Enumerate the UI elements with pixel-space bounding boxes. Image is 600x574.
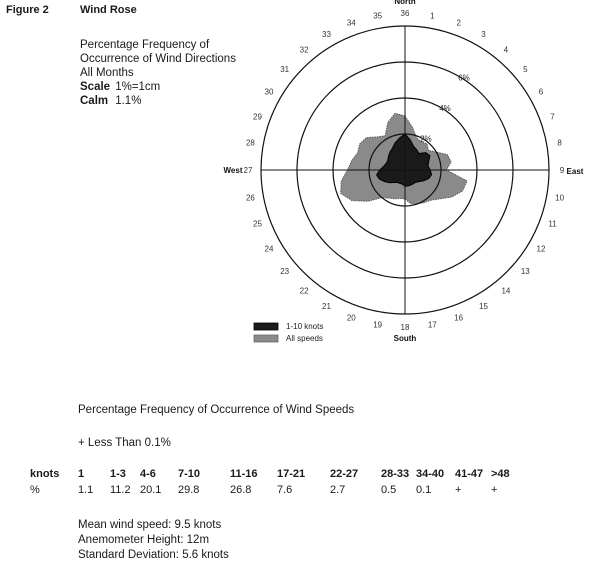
direction-label: 15 [479, 302, 488, 311]
percent-cell: 7.6 [277, 484, 293, 496]
knots-cell: 11-16 [230, 468, 258, 480]
knots-header-label: knots [30, 468, 60, 480]
direction-label: 1 [430, 11, 435, 21]
direction-label: 17 [427, 320, 437, 330]
mean-wind-speed: Mean wind speed: 9.5 knots [78, 519, 222, 531]
west-label: West [223, 166, 243, 175]
knots-cell: 34-40 [416, 468, 445, 480]
direction-label: 31 [280, 65, 290, 75]
direction-label: 29 [253, 112, 262, 122]
direction-label: 23 [280, 266, 290, 276]
knots-cell: 4-6 [140, 468, 156, 480]
scale-label: Scale [80, 81, 111, 93]
calm-value: 1.1% [115, 95, 142, 107]
direction-label: 20 [346, 313, 356, 323]
direction-label: 12 [536, 244, 546, 254]
percent-cell: 26.8 [230, 484, 252, 496]
ring-label: 4% [439, 103, 451, 113]
knots-cell: 7-10 [178, 468, 201, 480]
direction-label: 27 [243, 166, 253, 175]
direction-label: 28 [245, 138, 255, 148]
wind-stats [78, 518, 229, 563]
direction-label: 22 [299, 286, 309, 296]
scale-value: 1%=1cm [115, 81, 161, 93]
description-line: All Months [80, 67, 134, 79]
south-label: South [393, 334, 417, 343]
direction-label: 4 [503, 45, 509, 55]
direction-label: 26 [245, 193, 255, 203]
direction-label: 30 [264, 87, 274, 97]
direction-label: 36 [400, 9, 410, 18]
direction-label: 5 [523, 65, 528, 75]
direction-label: 3 [481, 30, 486, 39]
figure-title: Wind Rose [80, 4, 137, 16]
direction-label: 16 [454, 313, 464, 323]
calm-label: Calm [80, 95, 109, 107]
description-line: Percentage Frequency of [80, 39, 210, 51]
direction-label: 35 [373, 11, 383, 21]
ring-label: 2% [420, 134, 432, 144]
direction-label: 33 [322, 30, 331, 39]
direction-label: 14 [501, 286, 511, 296]
speeds-title: Percentage Frequency of Occurrence of Wind Speeds [78, 404, 355, 416]
percent-cell: 2.7 [330, 484, 346, 496]
percent-cell: 11.2 [110, 484, 131, 496]
direction-label: 11 [548, 219, 557, 229]
direction-label: 19 [373, 320, 383, 330]
percent-cell: 29.8 [178, 484, 200, 496]
direction-label: 13 [520, 266, 530, 276]
description-line: Occurrence of Wind Directions [80, 53, 236, 65]
direction-label: 9 [559, 166, 565, 175]
percent-cell: + [491, 484, 498, 496]
direction-label: 18 [400, 323, 410, 332]
legend-label: All speeds [286, 334, 323, 343]
knots-cell: 1-3 [110, 468, 126, 480]
direction-label: 2 [456, 18, 461, 28]
less-than-note: + Less Than 0.1% [78, 437, 171, 449]
knots-cell: 1 [78, 468, 85, 480]
ring-label: 6% [458, 73, 470, 83]
east-label: East [566, 167, 584, 176]
percent-cell: 0.5 [381, 484, 397, 496]
direction-label: 32 [299, 45, 309, 55]
percent-cell: + [455, 484, 462, 496]
direction-label: 6 [538, 87, 544, 97]
direction-label: 34 [346, 18, 356, 28]
standard-deviation: Standard Deviation: 5.6 knots [78, 549, 229, 561]
knots-cell: 28-33 [381, 468, 410, 480]
direction-label: 8 [557, 138, 562, 148]
direction-label: 24 [264, 244, 274, 254]
knots-cell: 17-21 [277, 468, 306, 480]
percent-header-label: % [30, 484, 40, 496]
north-label: North [394, 0, 416, 6]
legend-swatch [254, 323, 278, 330]
knots-cell: 41-47 [455, 468, 484, 480]
figure-number: Figure 2 [6, 4, 49, 16]
percent-cell: 20.1 [140, 484, 162, 496]
direction-label: 10 [555, 193, 565, 203]
anemometer-height: Anemometer Height: 12m [78, 534, 210, 546]
knots-cell: >48 [491, 468, 510, 480]
legend-label: 1-10 knots [286, 322, 324, 331]
legend-swatch [254, 335, 278, 342]
percent-cell: 0.1 [416, 484, 432, 496]
direction-label: 7 [550, 112, 555, 122]
direction-label: 21 [322, 302, 331, 311]
percent-cell: 1.1 [78, 484, 94, 496]
knots-cell: 22-27 [330, 468, 359, 480]
direction-label: 25 [253, 219, 262, 229]
